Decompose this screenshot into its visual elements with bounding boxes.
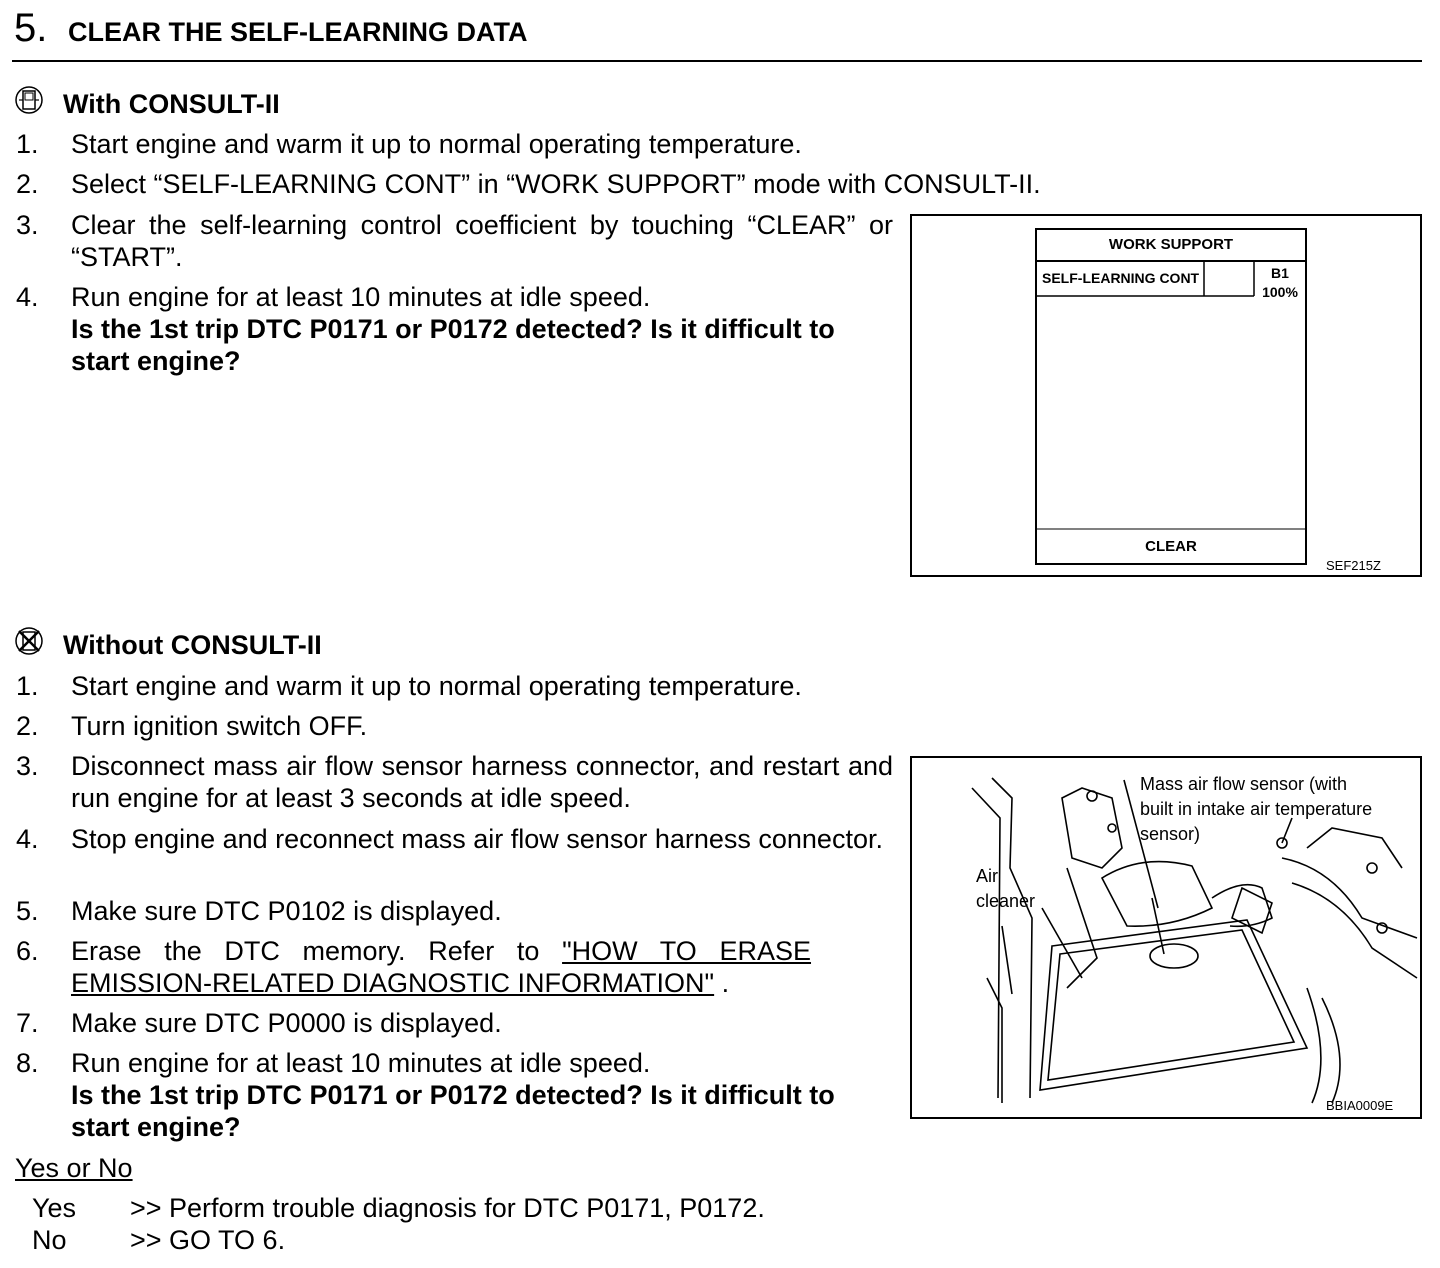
air-cleaner-label-line1: Air (976, 866, 998, 886)
figure-code: SEF215Z (1326, 558, 1381, 573)
step-number: 2. (16, 711, 39, 741)
work-support-figure (910, 214, 1422, 577)
erase-dtc-link[interactable]: "HOW TO ERASE EMISSION-RELATED DIAGNOSTIC INFORMATION" (71, 936, 812, 998)
sensor-label-line1: Mass air flow sensor (with (1140, 774, 1348, 794)
header-divider (12, 60, 1422, 62)
step-text-end: . (714, 968, 730, 998)
step-number: 8. (16, 1048, 39, 1078)
without-consult-heading: Without CONSULT-II (63, 630, 322, 660)
yes-action: >> Perform trouble diagnosis for DTC P0171, P0172. (130, 1193, 765, 1223)
figure-code: BBIA0009E (1326, 1098, 1394, 1113)
step-number: 1. (16, 671, 39, 701)
step-text: Start engine and warm it up to normal operating temperature. (71, 129, 802, 159)
step-block (71, 281, 893, 377)
step-text: Run engine for at least 10 minutes at idle speed. (71, 282, 651, 312)
step-question: Is the 1st trip DTC P0171 or P0172 detected? Is it difficult to start engine? (71, 314, 835, 376)
air-cleaner-label-line2: cleaner (976, 891, 1036, 911)
work-support-title: WORK SUPPORT (1108, 236, 1234, 253)
yes-no-title: Yes or No (15, 1153, 133, 1183)
step-number: 4. (16, 824, 39, 854)
clear-button[interactable]: CLEAR (1145, 538, 1197, 555)
step-number: 3. (16, 210, 39, 240)
step-question: Is the 1st trip DTC P0171 or P0172 detected? Is it difficult to start engine? (71, 1080, 835, 1142)
step-number: 3. (16, 751, 39, 781)
consult-ii-icon (14, 85, 44, 115)
step-text: Stop engine and reconnect mass air flow sensor harness connector. (71, 824, 883, 854)
no-consult-icon (14, 626, 44, 656)
step-text: Start engine and warm it up to normal operating temperature. (71, 671, 802, 701)
step-number: 2. (16, 169, 39, 199)
yes-key: Yes (32, 1193, 77, 1223)
step-number: 5. (16, 896, 39, 926)
step-text: Disconnect mass air flow sensor harness connector, and restart and run engine for at least 3 seconds at idle speed. (71, 751, 893, 813)
bank-label: B1 (1271, 265, 1289, 281)
step-text: Make sure DTC P0000 is displayed. (71, 1008, 502, 1038)
no-action: >> GO TO 6. (130, 1225, 286, 1255)
step-block (71, 1047, 893, 1143)
section-title: CLEAR THE SELF-LEARNING DATA (68, 17, 528, 47)
step-number: 1. (16, 129, 39, 159)
step-text: Make sure DTC P0102 is displayed. (71, 896, 502, 926)
step-text: Run engine for at least 10 minutes at idle speed. (71, 1048, 651, 1078)
step-number: 7. (16, 1008, 39, 1038)
engine-bay-figure (910, 756, 1422, 1119)
step-number: 4. (16, 282, 39, 312)
step-text: Select “SELF-LEARNING CONT” in “WORK SUPPORT” mode with CONSULT-II. (71, 169, 1041, 199)
step-number: 6. (16, 936, 39, 966)
step-block (71, 935, 811, 999)
section-number: 5. (14, 6, 48, 50)
sensor-label (1140, 772, 1372, 847)
air-cleaner-label (976, 864, 1035, 914)
self-learning-item: SELF-LEARNING CONT (1042, 270, 1200, 286)
sensor-label-line3: sensor) (1140, 824, 1201, 844)
step-text: Erase the DTC memory. Refer to (71, 936, 563, 966)
step-text: Turn ignition switch OFF. (71, 711, 368, 741)
self-learning-value: 100% (1262, 284, 1298, 300)
step-text: Clear the self-learning control coefficient by touching “CLEAR” or “START”. (71, 210, 893, 272)
no-key: No (32, 1225, 67, 1255)
sensor-label-line2: built in intake air temperature (1140, 799, 1373, 819)
with-consult-heading: With CONSULT-II (63, 89, 280, 119)
